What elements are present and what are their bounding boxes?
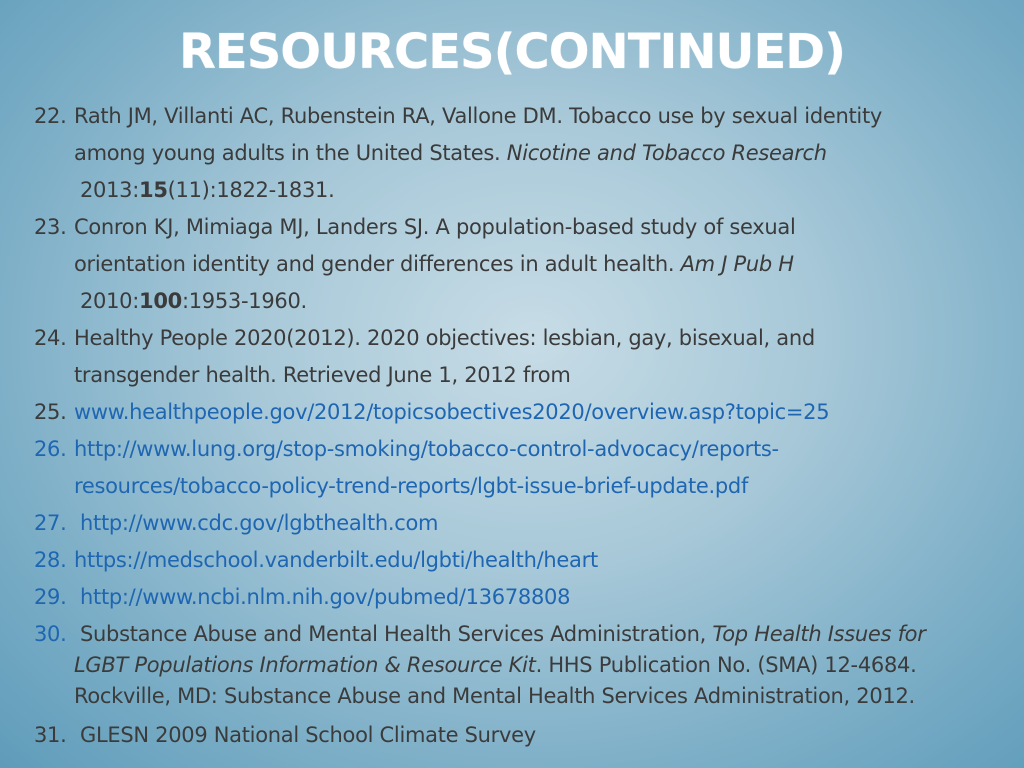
citation-volume: 100	[139, 289, 182, 313]
reference-link[interactable]: www.healthpeople.gov/2012/topicsobectives2020/overview.asp?topic=25	[74, 400, 830, 424]
citation-year: 2010:	[80, 289, 140, 313]
reference-link[interactable]: http://www.lung.org/stop-smoking/tobacco-control-advocacy/reports-	[74, 437, 779, 461]
slide-title: RESOURCES(CONTINUED)	[178, 24, 846, 80]
reference-text: Substance Abuse and Mental Health Services Administration,	[80, 622, 713, 646]
publication-title: LGBT Populations Information & Resource Kit	[74, 653, 536, 677]
reference-item-22	[34, 98, 994, 209]
reference-number: 22.	[34, 104, 67, 128]
reference-text: Healthy People 2020(2012). 2020 objectives: lesbian, gay, bisexual, and	[74, 326, 815, 350]
reference-text: among young adults in the United States.	[74, 141, 507, 165]
publication-title: Top Health Issues for	[712, 622, 926, 646]
journal-title: Nicotine and Tobacco Research	[506, 141, 827, 165]
reference-item-27	[34, 505, 994, 542]
reference-text: . HHS Publication No. (SMA) 12-4684.	[535, 653, 917, 677]
reference-number: 27.	[34, 511, 67, 535]
reference-text: transgender health. Retrieved June 1, 2012 from	[74, 363, 571, 387]
reference-item-24	[34, 320, 994, 394]
reference-item-31	[34, 717, 994, 754]
reference-text: Rockville, MD: Substance Abuse and Mental Health Services Administration, 2012.	[74, 684, 915, 708]
citation-pages: :1953-1960.	[181, 289, 307, 313]
reference-text: GLESN 2009 National School Climate Survey	[80, 723, 536, 747]
reference-number: 24.	[34, 326, 67, 350]
reference-item-29	[34, 579, 994, 616]
reference-item-30	[34, 619, 994, 712]
reference-number: 25.	[34, 400, 67, 424]
citation-year: 2013:	[80, 178, 140, 202]
reference-item-25	[34, 394, 994, 431]
reference-link[interactable]: http://www.cdc.gov/lgbthealth.com	[80, 511, 439, 535]
reference-number: 28.	[34, 548, 67, 572]
citation-pages: (11):1822-1831.	[167, 178, 335, 202]
reference-text: Rath JM, Villanti AC, Rubenstein RA, Vallone DM. Tobacco use by sexual identity	[74, 104, 883, 128]
reference-item-23	[34, 209, 994, 320]
citation-volume: 15	[139, 178, 168, 202]
reference-link-continued[interactable]: resources/tobacco-policy-trend-reports/lgbt-issue-brief-update.pdf	[74, 474, 749, 498]
reference-number: 30.	[34, 622, 67, 646]
reference-item-28	[34, 542, 994, 579]
reference-item-26	[34, 431, 994, 505]
reference-list	[34, 98, 994, 754]
journal-title: Am J Pub H	[680, 252, 794, 276]
reference-text: orientation identity and gender differences in adult health.	[74, 252, 681, 276]
reference-number: 29.	[34, 585, 67, 609]
reference-link[interactable]: https://medschool.vanderbilt.edu/lgbti/health/heart	[74, 548, 598, 572]
reference-number: 31.	[34, 723, 67, 747]
reference-number: 26.	[34, 437, 67, 461]
reference-link[interactable]: http://www.ncbi.nlm.nih.gov/pubmed/13678808	[80, 585, 571, 609]
reference-text: Conron KJ, Mimiaga MJ, Landers SJ. A population-based study of sexual	[74, 215, 796, 239]
reference-number: 23.	[34, 215, 67, 239]
